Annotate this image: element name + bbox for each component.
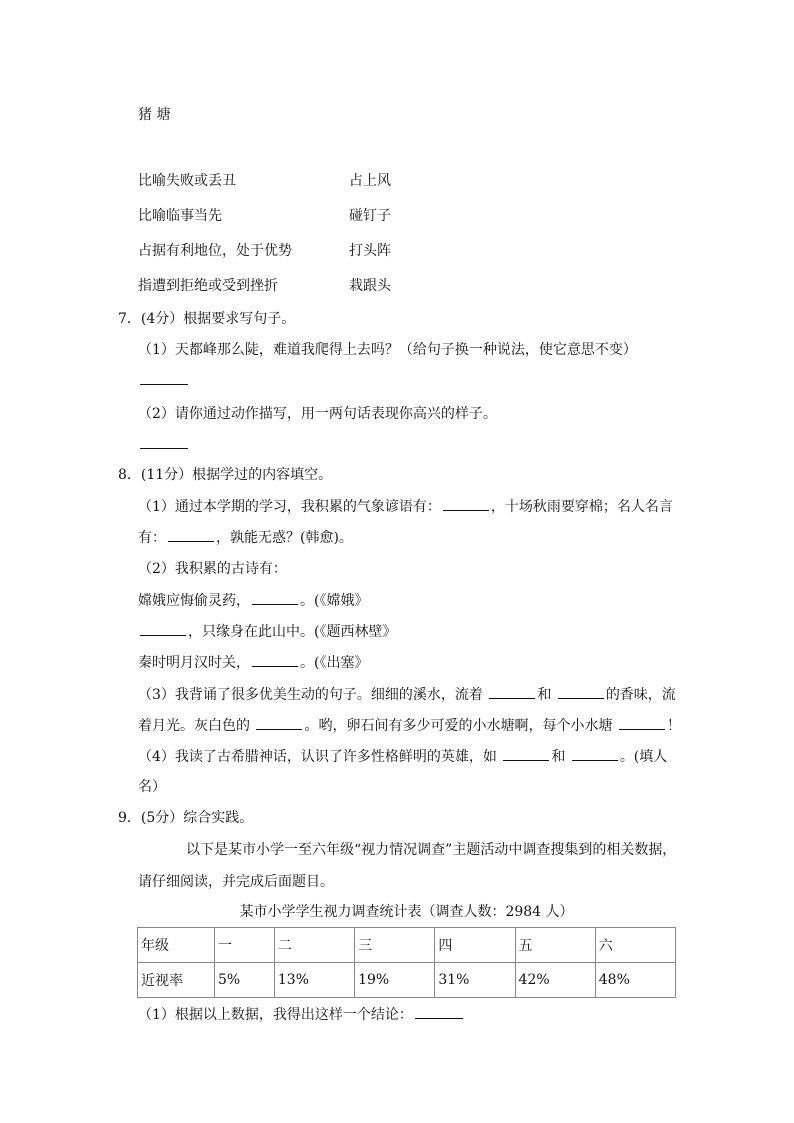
q8-poem1-text: 嫦娥应悔偷灵药， — [138, 593, 250, 609]
q8-p3-text-a: （3）我背诵了很多优美生动的句子。细细的溪水，流着 — [138, 687, 488, 703]
q8-blank-p4-2[interactable] — [572, 746, 618, 761]
match-right-2: 碰钉子 — [349, 208, 391, 224]
q8-p3-line2 — [138, 715, 681, 736]
table-cell: 5% — [215, 963, 275, 998]
q8-p1-text-d: ，孰能无惑？(韩愈)。 — [216, 530, 353, 546]
table-row — [138, 963, 676, 998]
table-cell: 近视率 — [138, 963, 215, 998]
q9-intro-line2: 请仔细阅读，并完成后面题目。 — [138, 874, 334, 890]
q8-p1-text-c: 有： — [138, 530, 166, 546]
table-cell: 五 — [515, 928, 595, 963]
table-header-row — [138, 928, 676, 963]
q8-poem3-text: 秦时明月汉时关， — [138, 655, 250, 671]
table-cell: 年级 — [138, 928, 215, 963]
q8-p3-text-b: 和 — [537, 687, 556, 703]
table-cell: 31% — [435, 963, 515, 998]
table-cell: 一 — [215, 928, 275, 963]
q7-answer-2[interactable] — [138, 434, 190, 455]
match-left-4: 指遭到拒绝或受到挫折 — [138, 278, 278, 294]
q9-intro-line1: 以下是某市小学一至六年级“视力情况调查”主题活动中调查搜集到的相关数据， — [186, 842, 677, 858]
q8-p1-line1 — [138, 496, 673, 517]
table-cell: 19% — [355, 963, 435, 998]
q8-p4-line2: 名） — [138, 779, 166, 795]
q8-p1-text-a: （1）通过本学期的学习，我积累的气象谚语有： — [138, 499, 441, 515]
q8-poem-1 — [138, 590, 368, 611]
table-cell: 48% — [595, 963, 675, 998]
table-title: 某市小学学生视力调查统计表（调查人数：2984 人） — [239, 904, 574, 920]
q8-blank-poem1[interactable] — [252, 590, 298, 605]
q8-p4-text-c: 。(填人 — [619, 749, 668, 765]
table-cell: 42% — [515, 963, 595, 998]
q8-blank-poem3[interactable] — [252, 652, 298, 667]
q8-poem3-source: 。(《出塞》 — [300, 655, 369, 671]
q8-poem-3 — [138, 652, 368, 673]
q8-poem1-source: 。(《嫦娥》 — [300, 593, 369, 609]
match-left-1: 比喻失败或丢丑 — [138, 173, 236, 189]
q8-title: 8．(11分）根据学过的内容填空。 — [118, 467, 333, 483]
table-cell: 三 — [355, 928, 435, 963]
q8-p4-line1 — [138, 746, 667, 767]
match-right-1: 占上风 — [349, 173, 391, 189]
q8-blank-p3-2[interactable] — [558, 684, 604, 699]
table-cell: 13% — [274, 963, 354, 998]
q8-p1-text-b: ，十场秋雨要穿棉；名人名言 — [490, 499, 673, 515]
q8-p4-text-a: （4）我读了古希腊神话，认识了许多性格鲜明的英雄，如 — [138, 749, 502, 765]
q8-p1-line2 — [138, 527, 353, 548]
table-cell: 六 — [595, 928, 675, 963]
table-cell: 二 — [274, 928, 354, 963]
q8-p4-text-b: 和 — [551, 749, 570, 765]
match-right-3: 打头阵 — [349, 243, 391, 259]
q8-p2: （2）我积累的古诗有： — [138, 561, 287, 577]
vision-stats-table — [137, 927, 676, 998]
q8-blank-quote[interactable] — [168, 527, 214, 542]
q8-p3-line1 — [138, 684, 676, 705]
q8-blank-p3-1[interactable] — [489, 684, 535, 699]
q8-blank-p3-3[interactable] — [256, 715, 302, 730]
q8-poem-2 — [138, 621, 396, 642]
q8-blank-proverb[interactable] — [443, 496, 489, 511]
intro-word: 猪 塘 — [138, 107, 171, 123]
q9-sub1 — [138, 1004, 465, 1025]
q7-answer-1[interactable] — [138, 370, 190, 391]
q7-title: 7．(4分）根据要求写句子。 — [118, 311, 296, 327]
q7-sub2: （2）请你通过动作描写，用一两句话表现你高兴的样子。 — [138, 406, 497, 422]
q8-poem2-text: ，只缘身在此山中。(《题西林壁》 — [188, 624, 397, 640]
match-left-3: 占据有利地位，处于优势 — [138, 243, 292, 259]
q8-p3-text-d: 着月光。灰白色的 — [138, 718, 255, 734]
q8-blank-p3-4[interactable] — [619, 715, 665, 730]
q9-title: 9．(5分）综合实践。 — [118, 810, 254, 826]
q8-p3-text-c: 的香味，流 — [605, 687, 676, 703]
q8-p3-text-e: 。哟，卵石间有多少可爱的小水塘啊，每个小水塘 — [304, 718, 617, 734]
q9-sub1-text: （1）根据以上数据，我得出这样一个结论： — [138, 1007, 413, 1023]
q8-blank-p4-1[interactable] — [503, 746, 549, 761]
table-cell: 四 — [435, 928, 515, 963]
q8-blank-poem2[interactable] — [140, 621, 186, 636]
q8-p3-text-f: ！ — [666, 718, 681, 734]
match-left-2: 比喻临事当先 — [138, 208, 222, 224]
q9-blank-conclusion[interactable] — [415, 1004, 463, 1019]
q7-sub1: （1）天都峰那么陡，难道我爬得上去吗？（给句子换一种说法，使它意思不变） — [138, 342, 637, 358]
match-right-4: 栽跟头 — [349, 278, 391, 294]
